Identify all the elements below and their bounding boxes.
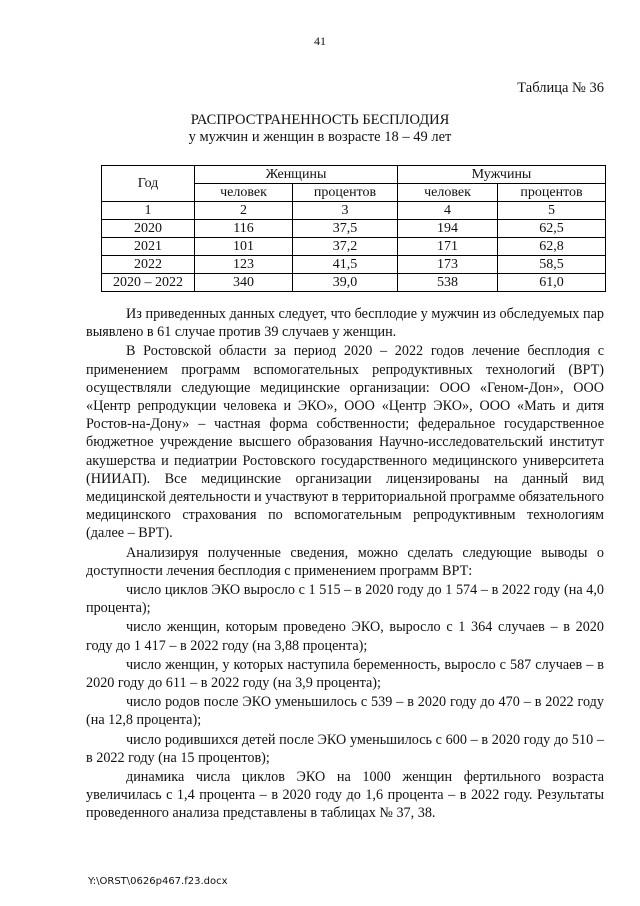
list-item: число родов после ЭКО уменьшилось с 539 – в 2020 году до 470 – в 2022 году (на 12,8 процента); <box>86 694 604 729</box>
table-label: Таблица № 36 <box>517 80 604 96</box>
cell-year: 2020 – 2022 <box>102 274 195 292</box>
list-item: число циклов ЭКО выросло с 1 515 – в 2020 году до 1 574 – в 2022 году (на 4,0 процента); <box>86 582 604 617</box>
cell-women-percent: 37,5 <box>293 220 398 238</box>
table-title <box>0 112 640 146</box>
column-number: 1 <box>102 202 195 220</box>
cell-men-percent: 62,5 <box>498 220 606 238</box>
table-row <box>102 256 606 274</box>
cell-men-percent: 61,0 <box>498 274 606 292</box>
subheader-men-percent: процентов <box>498 184 606 202</box>
cell-women-people: 123 <box>195 256 293 274</box>
paragraph: В Ростовской области за период 2020 – 2022 годов лечение бесплодия с применением программ вспомогательных репродуктивных технологий (ВРТ) осуществляли следующие медицинские организации: ООО «Геном-Дон», ООО «Центр репродукции человека и ЭКО», ООО «Центр ЭКО», ООО «Мать и дитя Ростов-на-Дону» – частная форма собственности; федеральное государственное бюджетное учреждение высшего образования Научно-исследовательский институт акушерства и педиатрии Ростовского государственного медицинского университета (НИИАП). Все медицинские организации лицензированы на данный вид медицинской деятельности и участвуют в территориальной программе обязательного медицинского страхования по вспомогательным репродуктивным технологиям (далее – ВРТ). <box>86 343 604 542</box>
cell-men-people: 173 <box>398 256 498 274</box>
subheader-men-people: человек <box>398 184 498 202</box>
cell-year: 2020 <box>102 220 195 238</box>
cell-year: 2022 <box>102 256 195 274</box>
cell-men-percent: 62,8 <box>498 238 606 256</box>
list-item: число женщин, у которых наступила беременность, выросло с 587 случаев – в 2020 году до 611 – в 2022 году (на 3,9 процента); <box>86 656 604 692</box>
subheader-women-percent: процентов <box>293 184 398 202</box>
cell-women-percent: 41,5 <box>293 256 398 274</box>
table-row-total <box>102 274 606 292</box>
cell-men-people: 171 <box>398 238 498 256</box>
list-item: число женщин, которым проведено ЭКО, выросло с 1 364 случаев – в 2020 году до 1 417 – в 2022 году (на 3,88 процента); <box>86 619 604 654</box>
cell-women-people: 101 <box>195 238 293 256</box>
list-item: число родившихся детей после ЭКО уменьшилось с 600 – в 2020 году до 510 – в 2022 году (на 15 процентов); <box>86 731 604 766</box>
cell-men-people: 538 <box>398 274 498 292</box>
header-year: Год <box>102 166 195 202</box>
column-number: 4 <box>398 202 498 220</box>
table-header-row <box>102 166 606 184</box>
column-number: 3 <box>293 202 398 220</box>
cell-women-percent: 37,2 <box>293 238 398 256</box>
body-text <box>86 305 604 824</box>
table-row <box>102 238 606 256</box>
footer-file-path: Y:\ORST\0626p467.f23.docx <box>88 876 228 887</box>
paragraph: Из приведенных данных следует, что бесплодие у мужчин из обследуемых пар выявлено в 61 случае против 39 случаев у женщин. <box>86 306 604 341</box>
title-line-2: у мужчин и женщин в возрасте 18 – 49 лет <box>188 129 452 145</box>
page-number: 41 <box>314 34 326 48</box>
header-women: Женщины <box>195 166 398 184</box>
subheader-women-people: человек <box>195 184 293 202</box>
prevalence-table <box>101 165 606 292</box>
title-line-1: РАСПРОСТРАНЕННОСТЬ БЕСПЛОДИЯ <box>190 112 450 128</box>
table-column-numbers-row <box>102 202 606 220</box>
cell-women-people: 116 <box>195 220 293 238</box>
list-item: динамика числа циклов ЭКО на 1000 женщин фертильного возраста увеличилась с 1,4 процента – в 2020 году до 1,6 процента – в 2022 году. Результаты проведенного анализа представлены в таблицах № 37, 38. <box>86 769 604 822</box>
cell-women-people: 340 <box>195 274 293 292</box>
header-men: Мужчины <box>398 166 606 184</box>
column-number: 2 <box>195 202 293 220</box>
cell-men-people: 194 <box>398 220 498 238</box>
column-number: 5 <box>498 202 606 220</box>
paragraph: Анализируя полученные сведения, можно сделать следующие выводы о доступности лечения бесплодия с применением программ ВРТ: <box>86 544 604 579</box>
cell-men-percent: 58,5 <box>498 256 606 274</box>
table-row <box>102 220 606 238</box>
cell-year: 2021 <box>102 238 195 256</box>
cell-women-percent: 39,0 <box>293 274 398 292</box>
